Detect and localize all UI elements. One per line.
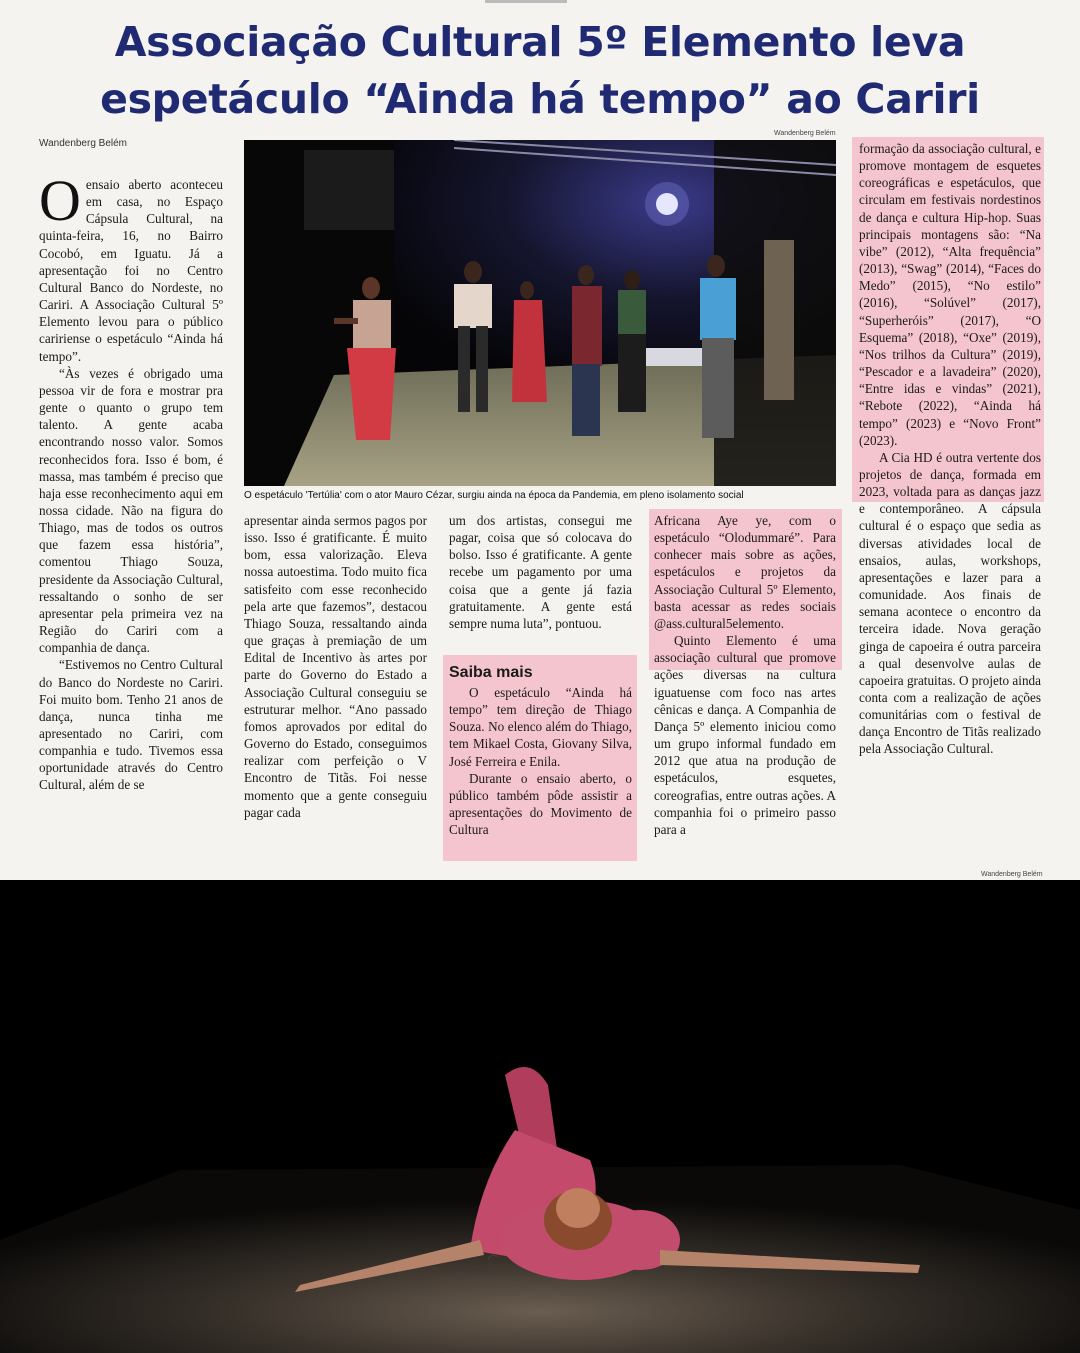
paragraph: Durante o ensaio aberto, o público também pôde assistir a apresentações do Movimento de Cultura [449,770,632,838]
saiba-mais-text [449,684,632,838]
paragraph: “Estivemos no Centro Cultural do Banco do Nordeste no Cariri. Foi muito bom. Tenho 21 anos de dança, nunca tinha me apresentado no Cariri, com companhia e tudo. Tivemos essa oportunidade através do Centro Cultural, além de se [39,657,223,793]
paragraph: um dos artistas, consegui me pagar, coisa que só colocava do bolso. Isso é gratificante. A gente recebe um pagamento por uma coisa que a gente já fazia gratuitamente. A gente está sempre numa luta”, pontuou. [449,513,632,631]
article-column-1 [39,168,223,794]
article-column-5 [859,140,1041,758]
lead-paragraph [39,168,223,365]
dancer-photo [0,880,1080,1353]
byline: Wandenberg Belém [39,138,128,149]
headline-line-2: espetáculo “Ainda há tempo” ao Cariri [100,75,980,123]
paragraph: Africana Aye ye, com o espetáculo “Olodummaré”. Para conhecer mais sobre as ações, espetáculos e projetos da Associação Cultural 5º Elemento, basta acessar as redes sociais @ass.cultural5elemento. [654,513,836,631]
paragraph: O espetáculo “Ainda há tempo” tem direção de Thiago Souza. No elenco além do Thiago, tem Mikael Costa, Giovany Silva, José Ferreira e Enila. [449,685,632,769]
photo-credit-1: Wandenberg Belém [774,130,836,137]
lead-text: ensaio aberto aconteceu em casa, no Espaço Cápsula Cultural, na quinta-feira, 16, no Bairro Cocobó, em Iguatu. Já a apresentação foi no Centro Cultural Banco do Nordeste, no Cariri. A Associação Cultural 5º Elemento levou para o público caririense o espetáculo “Ainda há tempo”. [39,177,223,364]
headline [20,14,1060,128]
drop-cap: O [39,168,81,233]
paragraph: apresentar ainda sermos pagos por isso. Isso é gratificante. É muito bom, essa valorização. Eleva nossa autoestima. Todo muito fica satisfeito com esse reconhecido pela arte que fazemos”, destacou Thiago Souza, ressaltando ainda que graças à premiação de um Edital de Incentivo às artes por parte do Governo do Estado a Associação Cultural conseguiu se estruturar melhor. “Ano passado fomos aprovados por edital do Governo do Estado, conseguimos realizar com perfeição o V Encontro de Titãs. Foi nesse momento que a gente conseguiu pagar cada [244,513,427,820]
paragraph: formação da associação cultural, e promove montagem de esquetes coreográficas e espetáculos, que circulam em festivais nordestinos de dança e cultura Hip-hop. Suas principais montagens são: “Na vibe” (2012), “Alta frequência” (2013), “Swag” (2014), “Faces do Medo” (2015), “No estilo” (2016), “Solúvel” (2017), “Superheróis” (2017), “O Esquema” (2018), “Oxe” (2019), “Nos trilhos da Cultura” (2019), “Pescador e a lavadeira” (2020), “Entre idas e vindas” (2021), “Rebote (2022), “Ainda há tempo” (2023) e “Novo Front” (2023). [859,141,1041,448]
paragraph: Quinto Elemento é uma associação cultural que promove ações diversas na cultura iguatuense com foco nas artes cênicas e dança. A Companhia de Dança 5º elemento iniciou como um grupo informal fundado em 2012 que atua na produção de espetáculos, esquetes, coreografias, entre outras ações. A companhia foi o primeiro passo para a [654,633,836,837]
article-column-2 [244,512,427,821]
headline-line-1: Associação Cultural 5º Elemento leva [114,18,966,66]
article-column-4 [654,512,836,838]
photo-caption: O espetáculo 'Tertúlia' com o ator Mauro Cézar, surgiu ainda na época da Pandemia, em pleno isolamento social [244,490,744,501]
stage-photo [244,140,836,486]
saiba-mais-title: Saiba mais [449,664,533,681]
top-rule [485,0,567,3]
paragraph: “Às vezes é obrigado uma pessoa vir de fora e mostrar pra gente o quanto o grupo tem talento. A gente acaba encontrando nosso valor. Somos reconhecidos fora. Isso é bom, é massa, mas também é preciso que haja esse reconhecimento aqui em nossa cidade. Não na figura do Thiago, mas de todos os outros que fazem essa história”, comentou Thiago Souza, presidente da Associação Cultural, ressaltando o sonho de ser apresentar pela primeira vez na Região do Cariri com a companhia de dança. [39,365,223,656]
photo-credit-2: Wandenberg Belém [981,871,1043,878]
stage-photo-illustration [244,140,836,486]
paragraph: A Cia HD é outra vertente dos projetos de dança, formada em 2023, voltada para as danças jazz e contemporâneo. A cápsula cultural é o espaço que sedia as diversas atividades local de ensaios, aulas, workshops, apresentações e lazer para a comunidade. Aos finais de semana acontece o encontro da terceira idade. Nova geração ginga de capoeira é outra parceira a qual desenvolve aulas de capoeira gratuitas. O projeto ainda conta com a realização de ações comunitárias com o festival de dança Encontro de Titãs realizado pela Associação Cultural. [859,449,1041,757]
article-column-3 [449,512,632,632]
dancer-photo-illustration [0,880,1080,1353]
